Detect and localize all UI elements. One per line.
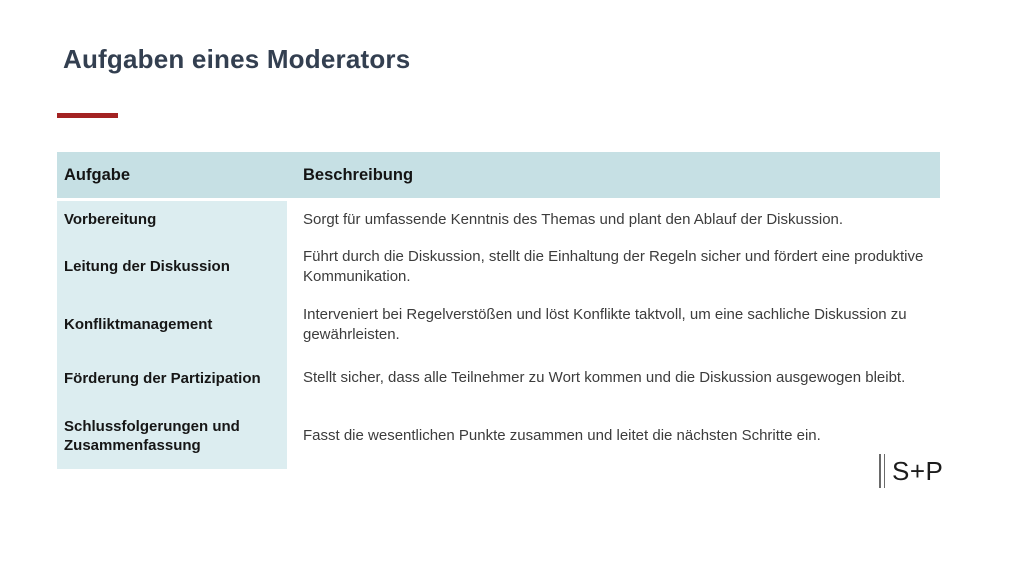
task-cell: Vorbereitung [57, 201, 287, 238]
description-cell: Stellt sicher, dass alle Teilnehmer zu Wort kommen und die Diskussion ausgewogen bleibt. [287, 354, 940, 402]
table-body [57, 201, 940, 469]
column-header-task: Aufgabe [64, 165, 130, 184]
description-cell: Sorgt für umfassende Kenntnis des Themas und plant den Ablauf der Diskussion. [287, 201, 940, 238]
table-row [57, 402, 940, 469]
sp-logo [879, 454, 943, 488]
column-header-description: Beschreibung [303, 165, 414, 184]
description-cell: Fasst die wesentlichen Punkte zusammen und leitet die nächsten Schritte ein. [287, 402, 940, 469]
description-cell: Führt durch die Diskussion, stellt die Einhaltung der Regeln sicher und fördert eine produktive Kommunikation. [287, 238, 940, 295]
logo-double-bar-icon [879, 454, 888, 488]
table-row [57, 201, 940, 238]
table-row [57, 238, 940, 295]
task-cell: Leitung der Diskussion [57, 238, 287, 295]
accent-underline [57, 113, 118, 118]
table-header-row [57, 152, 940, 198]
task-cell: Konfliktmanagement [57, 295, 287, 354]
task-cell: Förderung der Partizipation [57, 354, 287, 402]
table-row [57, 354, 940, 402]
logo-text: S+P [892, 455, 944, 486]
task-cell: Schlussfolgerungen und Zusammenfassung [57, 402, 287, 469]
page-title: Aufgaben eines Moderators [63, 44, 411, 74]
moderator-tasks-table [57, 152, 940, 469]
table-row [57, 295, 940, 354]
description-cell: Interveniert bei Regelverstößen und löst Konflikte taktvoll, um eine sachliche Diskussion zu gewährleisten. [287, 295, 940, 354]
